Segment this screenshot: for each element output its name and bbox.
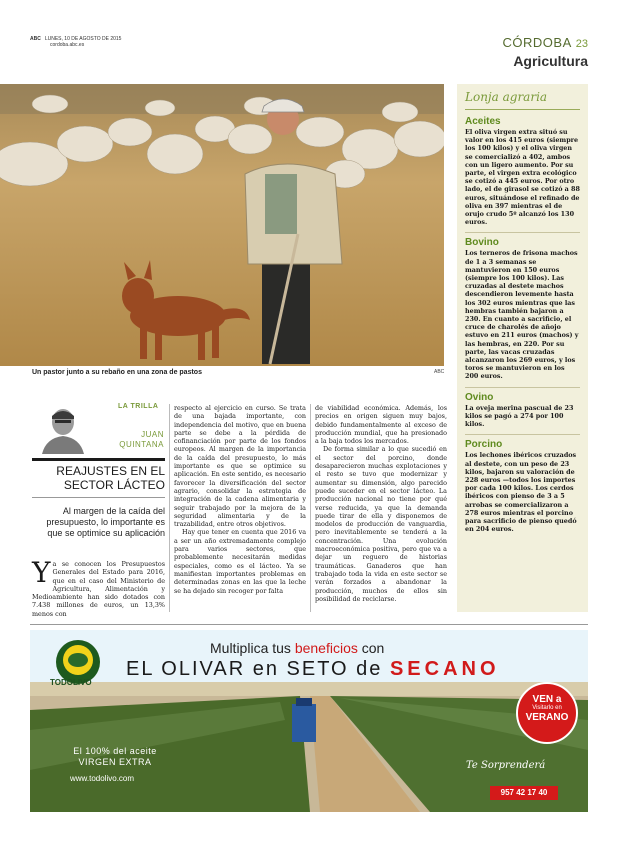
author-last-name: QUINTANA [119,440,164,449]
sidebar-section-ovino [465,387,580,429]
ad-tagline-part: con [357,640,385,656]
article-subhead: Al margen de la caída del presupuesto, lo importante es que se optimice su aplicación [46,506,165,538]
badge-line: Visitarlo en [532,705,562,711]
sidebar-text: El oliva virgen extra situó su valor en los 415 euros (siempre los 100 kilos) y el oliva virgen se comercializó a 402, ambos con un ligero aumento. Por su parte, el virgen extra ecológico se cotizó a 445 euros. Por otro lado, el de girasol se cotizó a 88 euros, situándose el refinado de oliva en 397 mientras el de orujo crudo 5º alcanzó los 130 euros. [465,128,580,227]
website-link[interactable]: cordoba.abc.es [50,42,85,48]
subhead-rule [32,497,165,498]
city-label: CÓRDOBA [502,35,572,50]
headline-rule [32,458,165,461]
page-header-section [503,34,588,69]
sidebar-heading: Porcino [465,439,503,451]
photo-credit: ABC [434,369,445,375]
ad-slogan: Te Sorprenderá [466,760,546,771]
column-divider [169,404,170,612]
article-text: a se conocen los Presupuestos Generales del Estado para 2016, que en el caso del Ministerio de Agricultura, Alimentación y Medioambiente han sido dotados con 7.438 millones de euros, un 13,3% menos con [32,560,165,618]
ad-tagline [210,640,384,656]
shepherd-illustration [0,84,444,366]
sidebar-heading: Bovino [465,237,499,249]
sidebar-text: Los lechones ibéricos cruzados al destete, con un peso de 23 kilos, bajaron su valoración de 228 euros —todos los importes por cada 100 kilos. Los cerdos ibéricos con pienso de 3 a 5 arrobas se comercializaron a 278 euros mientras el porcino para sacrificio de pienso quedó en 204 euros. [465,451,577,534]
ad-tagline-part: Multiplica tus [210,640,295,656]
page-number: 23 [575,38,588,50]
author-avatar [38,402,88,454]
sidebar-section-aceites [465,116,580,226]
sidebar-title: Lonja agraria [465,90,580,110]
sidebar-heading: Aceites [465,116,501,127]
article-paragraph: respecto al ejercicio en curso. Se trata de una bajada importante, con independencia del motivo, que en buena parte se debe a la pérdida de cofinanciación por parte de los fondos europeos. Al margen de la importancia de la caída del presupuesto, lo más importante es que se optimice su aplicación. En este sentido, es necesario favorecer la diversificación del sector agrario, consolidar la estrategia de integración de la cadena alimentaria y seguir trabajado por la mejora de la seguridad alimentaria y de la trazabilidad, entre otros objetivos. [174,404,306,529]
badge-line: VEN a [532,694,562,705]
publication-name: ABC [30,36,41,42]
badge-line: VERANO [525,712,569,723]
market-sidebar [457,84,588,612]
ad-headline-part: EL OLIVAR en SETO de [126,658,390,680]
article-column-2 [174,404,306,595]
article-paragraph: Hay que tener en cuenta que 2016 va a ser un año extremadamente complejo para varios sectores, que probablemente necesitarán medidas especiales, como es el lácteo. Ya se manifiestan importantes problemas en determinadas zonas en las que la leche se ha dejado sin recoger por falta [174,528,306,595]
sidebar-section-porcino [465,434,580,533]
shepherd-photo [0,84,444,366]
ad-logo-text: TODOLIVO [50,678,92,687]
ad-separator [30,624,588,625]
section-title: Agricultura [513,53,588,69]
ad-oil-claim-line: VIRGEN EXTRA [78,757,152,767]
issue-date: LUNES, 10 DE AGOSTO DE 2015 [44,36,122,42]
ad-website-link[interactable]: www.todolivo.com [70,774,135,783]
sidebar-text: La oveja merina pascual de 23 kilos se pagó a 274 por 100 kilos. [465,403,574,429]
author-first-name: JUAN [141,430,164,439]
ad-phone-number[interactable]: 957 42 17 40 [490,786,558,800]
article-headline: REAJUSTES EN EL SECTOR LÁCTEO [56,464,165,492]
article-paragraph: de viabilidad económica. Además, los precios en origen siguen muy bajos, debido fundamentalmente al exceso de producción mundial, que ha presionado a la baja todos los mercados. [315,404,447,446]
article-column-1 [32,556,165,618]
ad-oil-claim [60,746,170,768]
drop-cap: Y [32,556,51,589]
ad-visit-badge [516,682,578,744]
article-column-3 [315,404,447,603]
photo-caption: Un pastor junto a su rebaño en una zona de pastos [32,369,202,376]
page-header-meta [30,36,121,48]
column-kicker: LA TRILLA [118,403,159,410]
column-divider [310,404,311,612]
article-paragraph: De forma similar a lo que sucedió en el sector del porcino, donde desaparecieron muchas explotaciones y el resto se tuvo que modernizar y aumentar su dimensión, algo parecido puede suceder en el sector lácteo. La producción nacional no tiene por qué verse reducida, ya que la demanda puede tirar de ella y disponemos de modelos de producción de vanguardia, pero inevitablemente se tenderá a la concentración. Una evolución macroeconómica positiva, pero que va a dejar un reguero de historias traumáticas. Ganaderos que han trabajado toda la vida en este sector se verán forzados a abandonar la producción, muchos de ellos sin posibilidad de reciclarse. [315,445,447,603]
ad-oil-claim-line: El 100% del aceite [73,746,157,756]
ad-headline [126,658,500,681]
olive-advertisement[interactable] [30,630,588,812]
ad-headline-highlight: SECANO [389,658,500,680]
sidebar-heading: Ovino [465,391,494,403]
sidebar-section-bovino [465,232,580,380]
sidebar-text: Los terneros de frisona machos de 1 a 3 semanas se mantuvieron en 150 euros (siempre los 100 kilos). Las cruzadas al destete machos descendieron levemente hasta los 302 euros mientras que las hembras también bajaron a 230. En cuanto a sacrificio, el cruce de charolés de añojo estuvo en 211 euros (machos) y las hembras, en 220. Por su parte, las vacas cruzadas alcanzaron los 269 euros, y los toros se mantuvieron en los 200 euros. [465,249,579,381]
ad-tagline-highlight: beneficios [294,640,358,656]
